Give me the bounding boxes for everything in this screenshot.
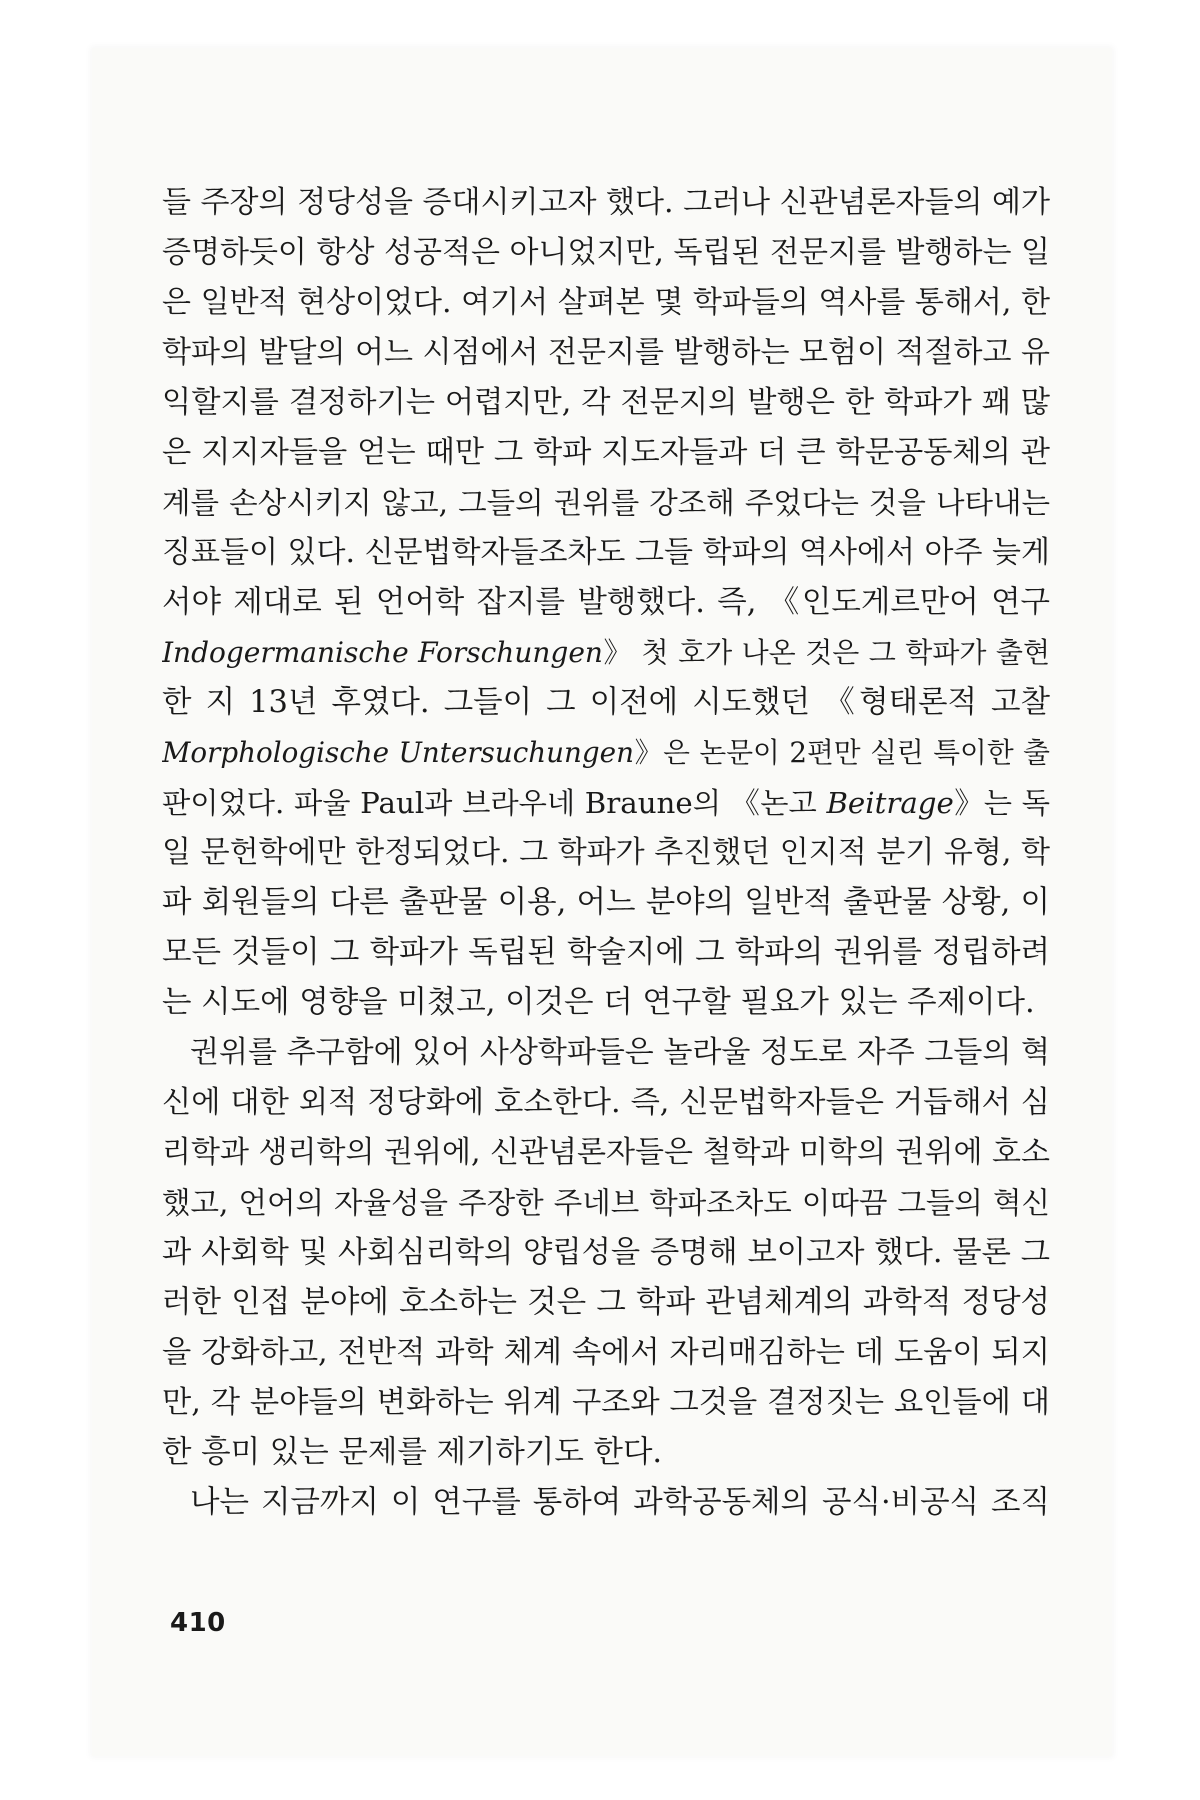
text-line xyxy=(162,728,1050,778)
text-line: 과 사회학 및 사회심리학의 양립성을 증명해 보이고자 했다. 물론 그 xyxy=(162,1235,1050,1270)
text-line: 만, 각 분야들의 변화하는 위계 구조와 그것을 결정짓는 요인들에 대 xyxy=(162,1385,1050,1420)
italic-title: Beitrage xyxy=(826,786,954,820)
text-line: 은 지지자들을 얻는 때만 그 학파 지도자들과 더 큰 학문공동체의 관 xyxy=(162,435,1050,470)
text-segment: 》 첫 호가 나온 것은 그 학파가 출현 xyxy=(602,636,1050,669)
page-body xyxy=(162,178,1050,1528)
text-line: 들 주장의 정당성을 증대시키고자 했다. 그러나 신관념론자들의 예가 xyxy=(162,185,1050,220)
text-line: 서야 제대로 된 언어학 잡지를 발행했다. 즉, 《인도게르만어 연구 xyxy=(162,585,1050,620)
paragraph-first-line: 권위를 추구함에 있어 사상학파들은 놀라울 정도로 자주 그들의 혁 xyxy=(190,1035,1050,1070)
italic-title: Indogermanische Forschungen xyxy=(162,636,603,669)
text-line: 모든 것들이 그 학파가 독립된 학술지에 그 학파의 권위를 정립하려 xyxy=(162,935,1050,970)
text-line: 는 시도에 영향을 미쳤고, 이것은 더 연구할 필요가 있는 주제이다. xyxy=(162,985,1035,1020)
text-segment: 》은 논문이 2편만 실린 특이한 출 xyxy=(633,736,1050,769)
italic-title: Morphologische Untersuchungen xyxy=(162,736,634,769)
page-number: 410 xyxy=(170,1608,226,1638)
text-line: 익할지를 결정하기는 어렵지만, 각 전문지의 발행은 한 학파가 꽤 많 xyxy=(162,385,1050,420)
text-segment: 》는 독 xyxy=(953,786,1050,820)
text-line: 은 일반적 현상이었다. 여기서 살펴본 몇 학파들의 역사를 통해서, 한 xyxy=(162,285,1050,320)
text-line: 학파의 발달의 어느 시점에서 전문지를 발행하는 모험이 적절하고 유 xyxy=(162,335,1050,370)
paragraph-first-line: 나는 지금까지 이 연구를 통하여 과학공동체의 공식·비공식 조직 xyxy=(190,1485,1050,1520)
text-line: 을 강화하고, 전반적 과학 체계 속에서 자리매김하는 데 도움이 되지 xyxy=(162,1335,1050,1370)
text-line: 계를 손상시키지 않고, 그들의 권위를 강조해 주었다는 것을 나타내는 xyxy=(162,486,1050,520)
text-line: 징표들이 있다. 신문법학자들조차도 그들 학파의 역사에서 아주 늦게 xyxy=(162,535,1050,570)
text-line: 리학과 생리학의 권위에, 신관념론자들은 철학과 미학의 권위에 호소 xyxy=(162,1135,1050,1170)
text-line: 신에 대한 외적 정당화에 호소한다. 즉, 신문법학자들은 거듭해서 심 xyxy=(162,1085,1050,1120)
text-line: 파 회원들의 다른 출판물 이용, 어느 분야의 일반적 출판물 상황, 이 xyxy=(162,885,1050,920)
text-line: 했고, 언어의 자율성을 주장한 주네브 학파조차도 이따끔 그들의 혁신 xyxy=(162,1186,1050,1220)
text-line xyxy=(162,628,1050,678)
text-line: 일 문헌학에만 한정되었다. 그 학파가 추진했던 인지적 분기 유형, 학 xyxy=(162,835,1050,870)
text-line xyxy=(162,778,1050,828)
text-line: 한 흥미 있는 문제를 제기하기도 한다. xyxy=(162,1435,663,1470)
text-line: 한 지 13년 후였다. 그들이 그 이전에 시도했던 《형태론적 고찰 xyxy=(162,685,1050,720)
text-segment: 판이었다. 파울 Paul과 브라우네 Braune의 《논고 xyxy=(162,786,827,820)
text-line: 러한 인접 분야에 호소하는 것은 그 학파 관념체계의 과학적 정당성 xyxy=(162,1285,1050,1320)
text-line: 증명하듯이 항상 성공적은 아니었지만, 독립된 전문지를 발행하는 일 xyxy=(162,235,1050,270)
